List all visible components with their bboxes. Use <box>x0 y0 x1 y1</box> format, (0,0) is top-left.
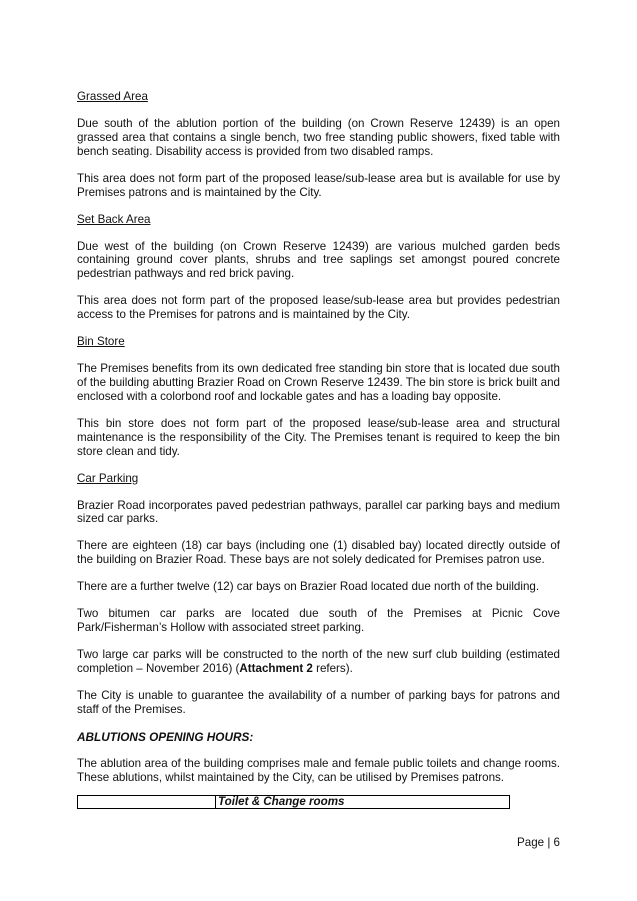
set-back-paragraph-2: This area does not form part of the proposed lease/sub-lease area but provides pedestrian access to the Premises for patrons and is maintained by the City. <box>77 294 560 322</box>
grassed-area-heading: Grassed Area <box>77 90 148 103</box>
page-number: Page | 6 <box>517 836 560 849</box>
toilet-change-rooms-table <box>77 795 510 809</box>
attachment-2-reference: Attachment 2 <box>239 661 313 675</box>
car-parking-paragraph-2: There are eighteen (18) car bays (including one (1) disabled bay) located directly outside of the building on Brazier Road. These bays are not solely dedicated for Premises patron use. <box>77 539 560 567</box>
car-parking-paragraph-4: Two bitumen car parks are located due south of the Premises at Picnic Cove Park/Fisherman’s Hollow with associated street parking. <box>77 607 560 634</box>
car-parking-paragraph-5 <box>77 648 560 676</box>
ablutions-paragraph-1: The ablution area of the building comprises male and female public toilets and change rooms. These ablutions, whilst maintained by the City, can be utilised by Premises patrons. <box>77 757 560 785</box>
car-parking-paragraph-1: Brazier Road incorporates paved pedestrian pathways, parallel car parking bays and medium sized car parks. <box>77 498 560 526</box>
p5-text-pre: Two large car parks will be constructed to the north of the new surf club building (estimated completion – November 2016) ( <box>77 647 560 675</box>
document-body <box>77 90 560 785</box>
bin-store-heading: Bin Store <box>77 335 125 349</box>
car-parking-paragraph-3: There are a further twelve (12) car bays on Brazier Road located due north of the building. <box>77 580 540 594</box>
car-parking-paragraph-6: The City is unable to guarantee the availability of a number of parking bays for patrons and staff of the Premises. <box>77 688 560 716</box>
ablutions-heading: ABLUTIONS OPENING HOURS: <box>77 730 254 745</box>
grassed-area-paragraph-1: Due south of the ablution portion of the building (on Crown Reserve 12439) is an open grassed area that contains a single bench, two free standing public showers, fixed table with bench seating. Disability access is provided from two disabled ramps. <box>77 117 560 158</box>
set-back-paragraph-1: Due west of the building (on Crown Reserve 12439) are various mulched garden beds containing ground cover plants, shrubs and tree saplings set amongst poured concrete pedestrian pathways and red brick paving. <box>77 239 560 281</box>
car-parking-heading: Car Parking <box>77 471 139 485</box>
bin-store-paragraph-2: This bin store does not form part of the proposed lease/sub-lease area and structural maintenance is the responsibility of the City. The Premises tenant is required to keep the bin store clean and tidy. <box>77 416 560 458</box>
set-back-area-heading: Set Back Area <box>77 212 151 226</box>
table-header-cell: Toilet & Change rooms <box>218 795 345 808</box>
table-empty-cell <box>78 796 216 808</box>
grassed-area-paragraph-2: This area does not form part of the proposed lease/sub-lease area but is available for use by Premises patrons and is maintained by the City. <box>77 171 560 199</box>
bin-store-paragraph-1: The Premises benefits from its own dedicated free standing bin store that is located due south of the building abutting Brazier Road on Crown Reserve 12439. The bin store is brick built and enclosed with a colorbond roof and lockable gates and has a loading bay opposite. <box>77 362 560 403</box>
p5-text-post: refers). <box>312 661 353 675</box>
